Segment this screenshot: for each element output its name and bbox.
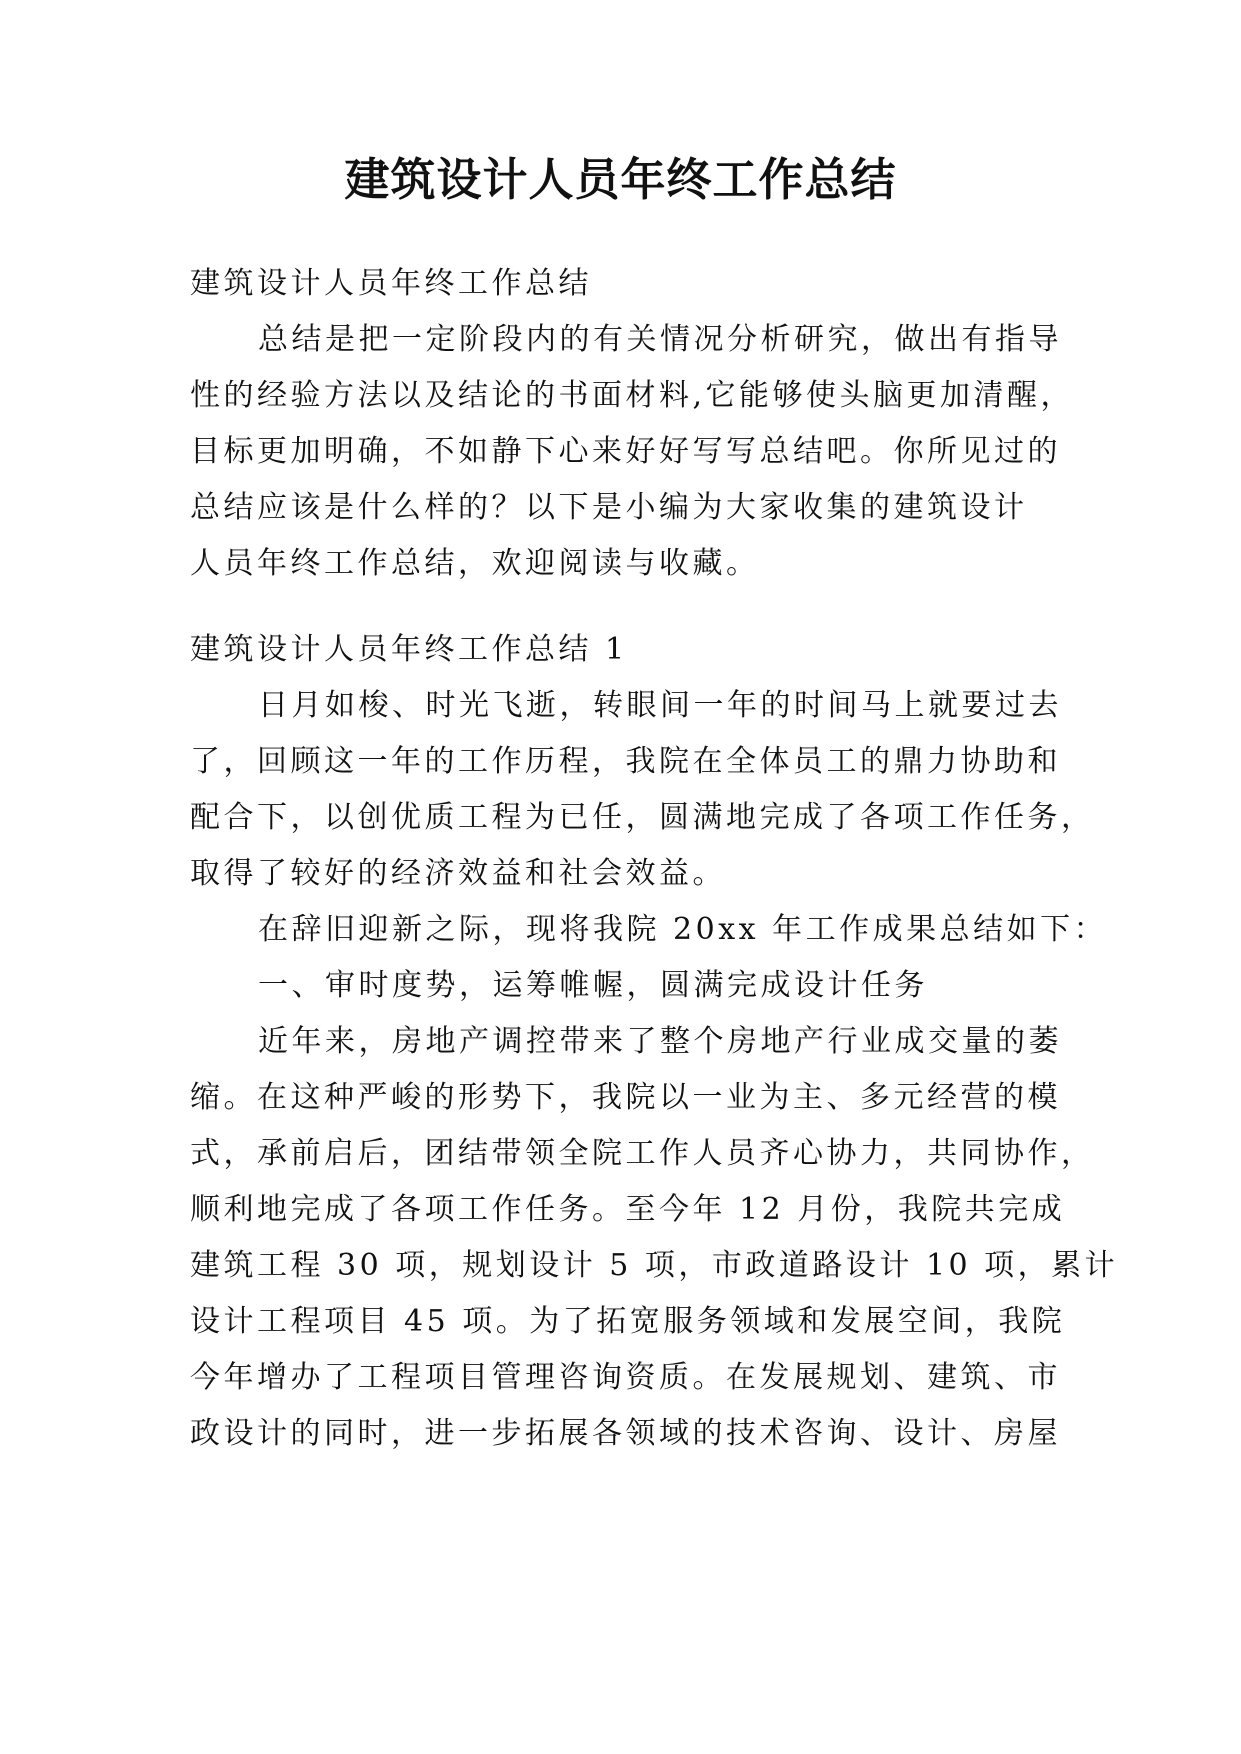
section-paragraph-2 — [190, 902, 1108, 958]
paragraph-line: 设计工程项目 45 项。为了拓宽服务领域和发展空间，我院 — [190, 1304, 1066, 1339]
paragraph-line: 目标更加明确，不如静下心来好好写写总结吧。你所见过的 — [190, 434, 1061, 469]
paragraph-line: 近年来，房地产调控带来了整个房地产行业成交量的萎 — [258, 1024, 1062, 1059]
section-paragraph-3 — [190, 1014, 1119, 1462]
paragraph-line: 日月如梭、时光飞逝，转眼间一年的时间马上就要过去 — [258, 688, 1062, 723]
paragraph-line: 性的经验方法以及结论的书面材料,它能够使头脑更加清醒， — [190, 378, 1075, 413]
paragraph-line: 总结应该是什么样的？以下是小编为大家收集的建筑设计 — [190, 490, 1028, 525]
paragraph-line: 在辞旧迎新之际，现将我院 20xx 年工作成果总结如下： — [258, 912, 1108, 947]
subheading-text: 一、审时度势，运筹帷幄，圆满完成设计任务 — [258, 968, 928, 1003]
paragraph-line: 建筑工程 30 项，规划设计 5 项，市政道路设计 10 项，累计 — [190, 1248, 1119, 1283]
paragraph-line: 总结是把一定阶段内的有关情况分析研究，做出有指导 — [258, 322, 1062, 357]
section-heading — [190, 622, 1062, 678]
section-paragraph-1 — [190, 678, 1095, 902]
intro-paragraph — [190, 312, 1075, 592]
paragraph-line: 人员年终工作总结，欢迎阅读与收藏。 — [190, 546, 760, 581]
section-heading-text: 建筑设计人员年终工作总结 1 — [190, 632, 628, 667]
paragraph-line: 今年增办了工程项目管理咨询资质。在发展规划、建筑、市 — [190, 1360, 1061, 1395]
paragraph-line: 配合下，以创优质工程为已任，圆满地完成了各项工作任务， — [190, 800, 1095, 835]
subtitle-line: 建筑设计人员年终工作总结 — [190, 266, 592, 301]
document-title: 建筑设计人员年终工作总结 — [344, 153, 897, 206]
paragraph-line: 政设计的同时，进一步拓展各领域的技术咨询、设计、房屋 — [190, 1416, 1061, 1451]
document-subtitle — [190, 256, 1062, 312]
paragraph-line: 缩。在这种严峻的形势下，我院以一业为主、多元经营的模 — [190, 1080, 1061, 1115]
paragraph-line: 取得了较好的经济效益和社会效益。 — [190, 856, 726, 891]
paragraph-line: 式，承前启后，团结带领全院工作人员齐心协力，共同协作， — [190, 1136, 1095, 1171]
paragraph-line: 顺利地完成了各项工作任务。至今年 12 月份，我院共完成 — [190, 1192, 1066, 1227]
section-subheading — [190, 958, 1062, 1014]
paragraph-line: 了，回顾这一年的工作历程，我院在全体员工的鼎力协助和 — [190, 744, 1061, 779]
